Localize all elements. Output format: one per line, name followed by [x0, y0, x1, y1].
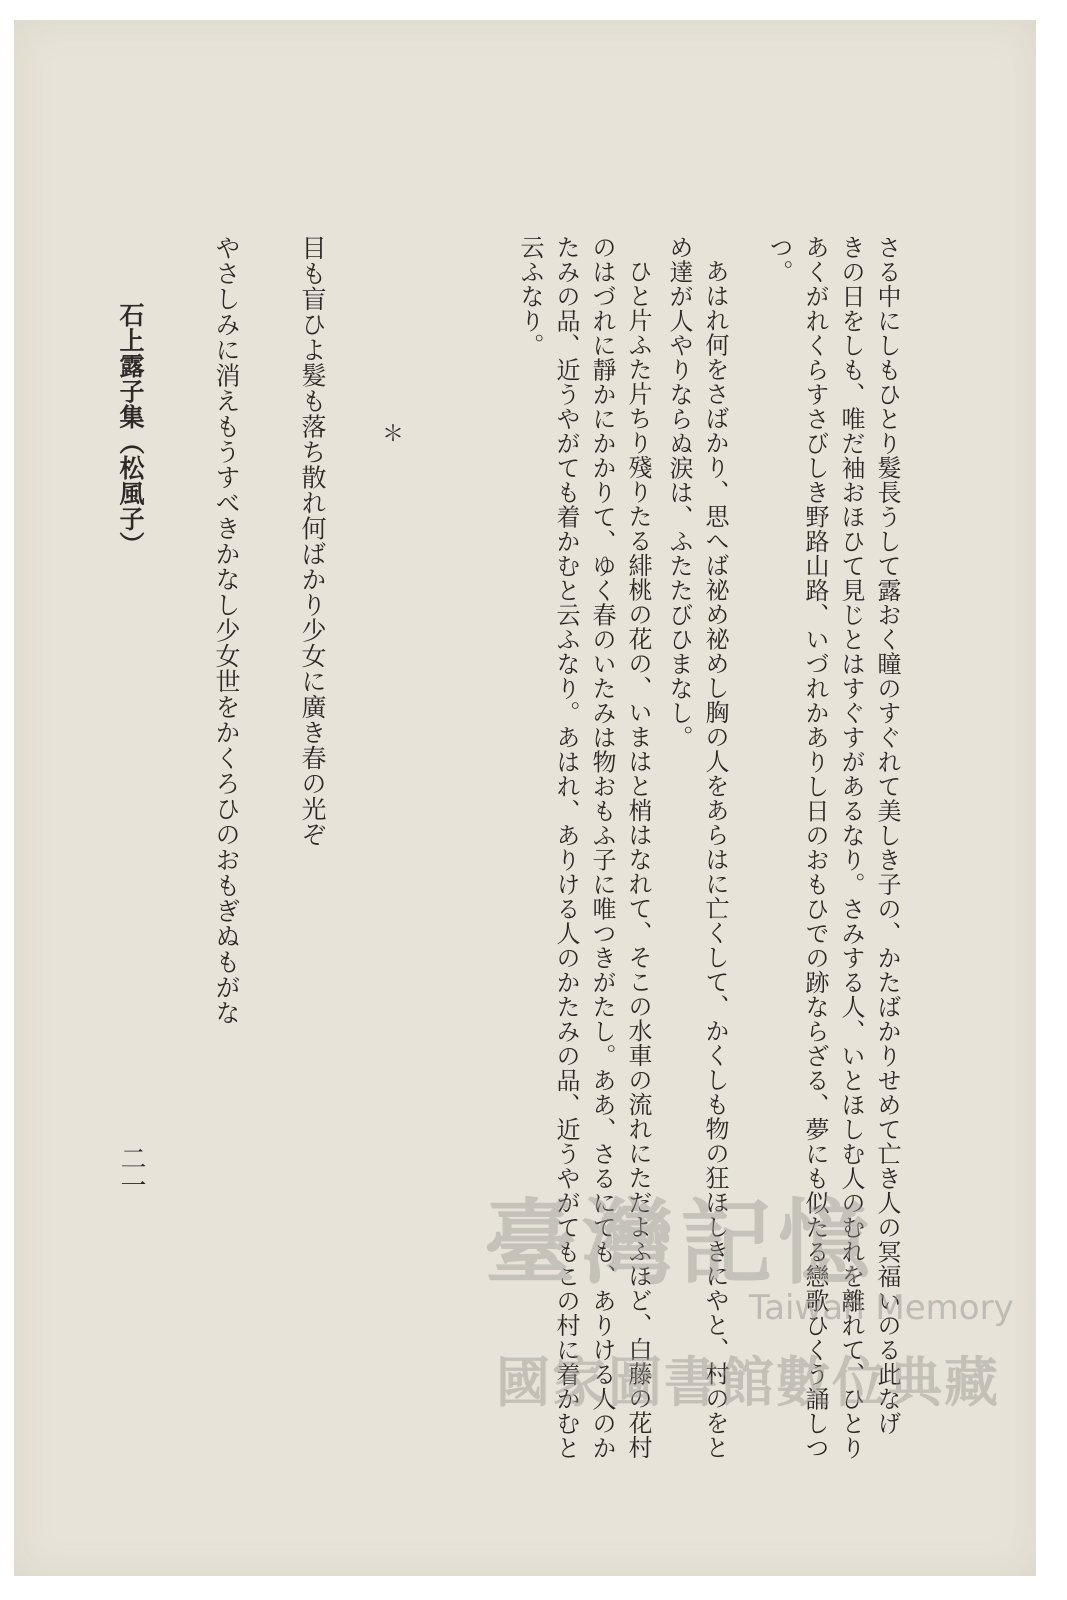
text-column-10: 云ふなり。 — [516, 235, 544, 358]
text-column-8: のはづれに靜かにかかりて、ゆく春のいたみは物おもふ子に唯つきがたし。ああ、さるにても、ありける人のか — [588, 235, 616, 1460]
watermark-chinese-title: 臺灣記憶 — [484, 1189, 877, 1297]
poem-line-2: やさしみに消えもうすべきかなし少女世をかくろひのおもぎぬもがな — [212, 235, 241, 1026]
text-column-6: め達が人やりならぬ涙は、ふたたびひまなし。 — [665, 235, 693, 750]
text-column-2: きの日をしも、唯だ袖おほひて見じとはすぐすがあるなり。さみする人、いとほしむ人のむれを離れて、ひとり — [837, 235, 865, 1460]
text-column-7: ひと片ふた片ちり殘りたる緋桃の花の、いまはと梢はなれて、そこの水車の流れにただよふほど、白藤の花村 — [624, 259, 652, 1460]
book-page — [14, 20, 1036, 1576]
book-title-colophon: 石上露子集（松風子） — [116, 302, 145, 557]
watermark-subtitle: 國家圖書館數位典藏 — [496, 1351, 1000, 1414]
section-asterisk: ＊ — [382, 422, 405, 447]
text-column-9: たみの品、近うやがても着かむと云ふなり。あはれ、ありける人のかたみの品、近うやがてもこの村に着かむと — [552, 235, 580, 1460]
page-number: 二一 — [116, 1145, 146, 1198]
text-column-4: つ。 — [765, 235, 793, 284]
text-column-1: さる中にしもひとり髮長うして露おく瞳のすぐれて美しき子の、かたばかりせめて亡き人の冥福いのる此なげ — [873, 235, 901, 1436]
text-column-5: あはれ何をさばかり、思へば祕め祕めし胸の人をあらはに亡くして、かくしも物の狂ほしきにやと、村のをと — [701, 259, 729, 1460]
text-column-3: あくがれくらすさびしき野路山路、いづれかありし日のおもひでの跡ならざる、夢にも似たる戀歌ひくう誦しつ — [801, 235, 829, 1460]
poem-line-1: 目も盲ひよ髮も落ち散れ何ばかり少女に廣き春の光ぞ — [298, 235, 327, 847]
watermark-english: Taiwan Memory — [749, 1288, 1014, 1328]
